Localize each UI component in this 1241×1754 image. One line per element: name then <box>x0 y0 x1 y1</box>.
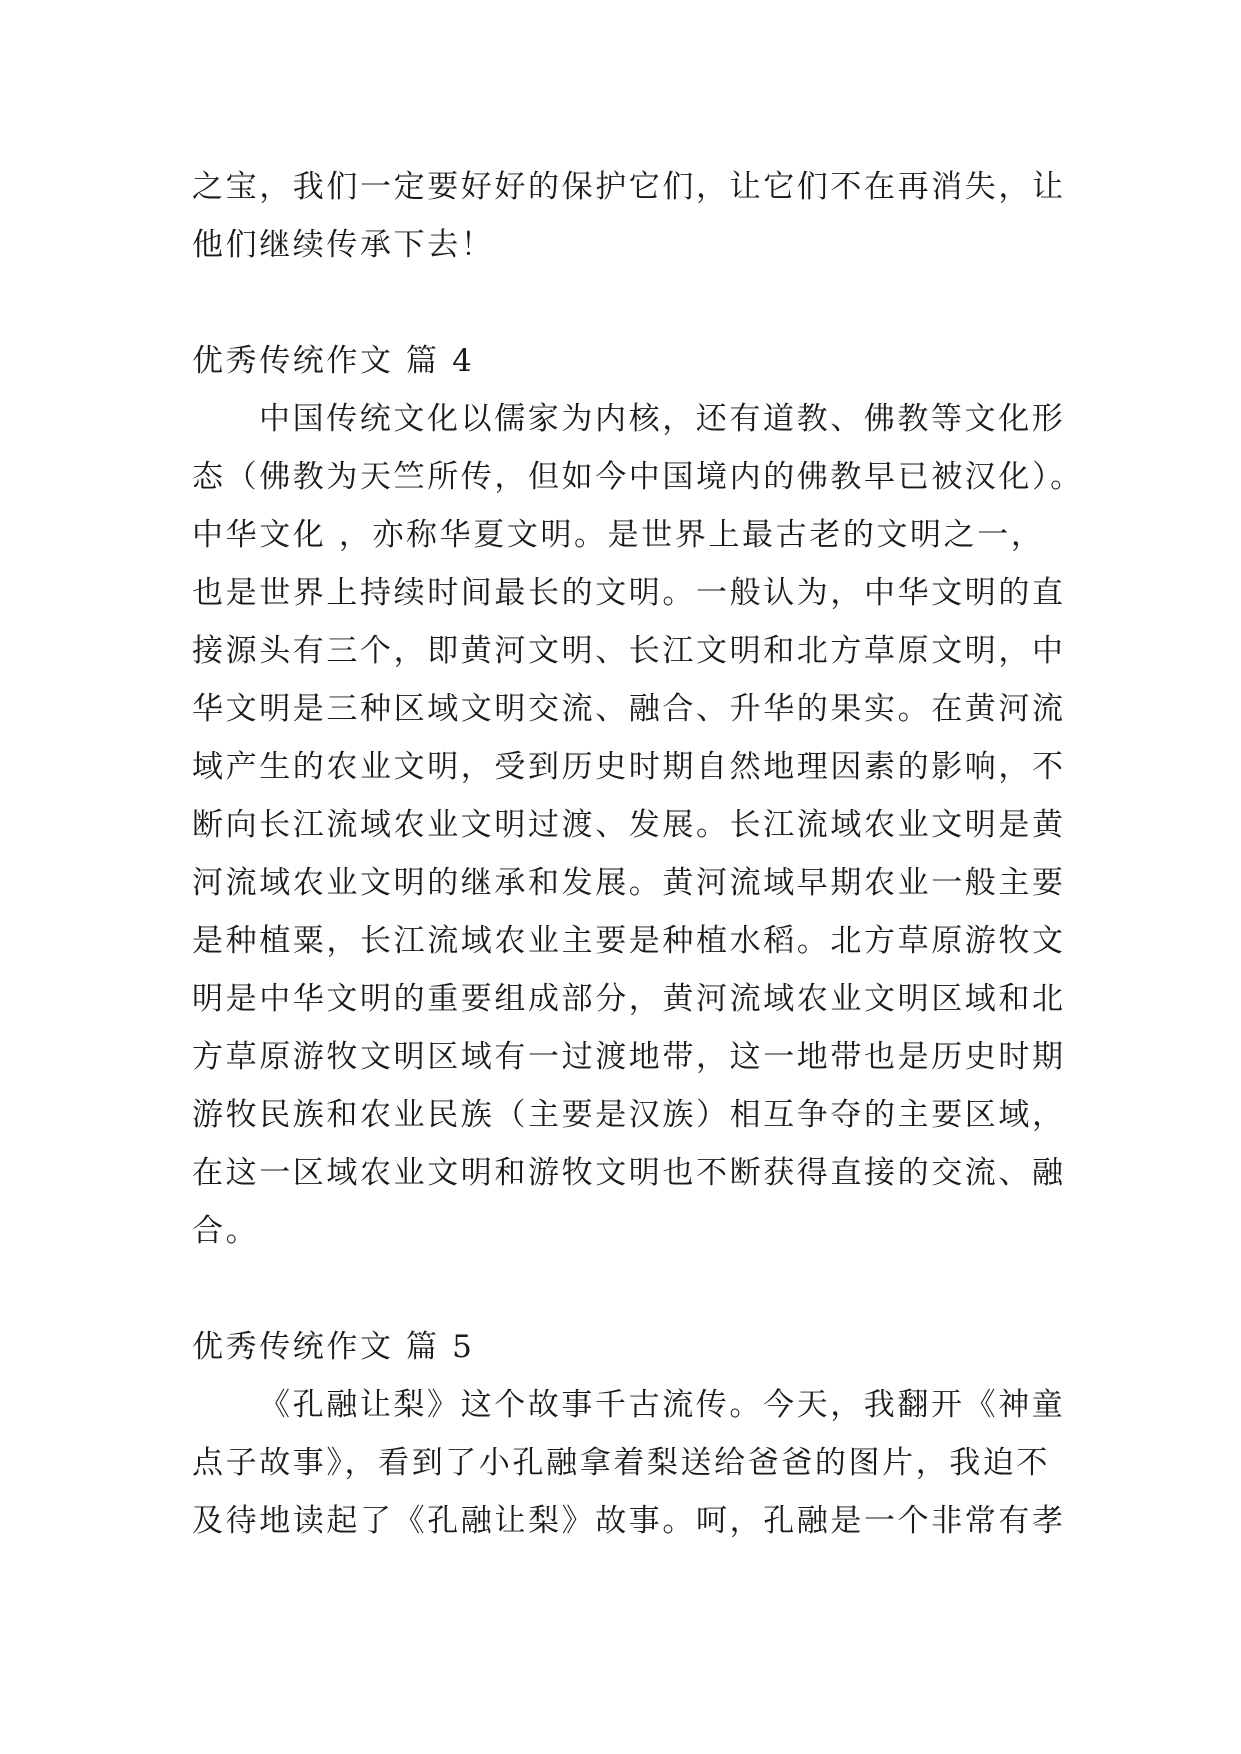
paragraph-line: 《孔融让梨》这个故事千古流传。今天，我翻开《神童 <box>259 1387 1066 1423</box>
paragraph-line: 域产生的农业文明，受到历史时期自然地理因素的影响，不 <box>192 749 1066 785</box>
paragraph-line: 态（佛教为天竺所传，但如今中国境内的佛教早已被汉化）。 <box>192 459 1084 495</box>
paragraph-line: 点子故事》，看到了小孔融拿着梨送给爸爸的图片，我迫不 <box>192 1445 1051 1481</box>
section-heading: 优秀传统作文 篇 5 <box>192 1329 475 1365</box>
paragraph-line: 明是中华文明的重要组成部分，黄河流域农业文明区域和北 <box>192 981 1066 1017</box>
paragraph-line: 合。 <box>192 1213 260 1249</box>
paragraph-line: 接源头有三个，即黄河文明、长江文明和北方草原文明，中 <box>192 633 1066 669</box>
section-4 <box>192 332 1084 1260</box>
paragraph-line: 是种植粟，长江流域农业主要是种植水稻。北方草原游牧文 <box>192 923 1066 959</box>
section-spacer <box>192 1260 1052 1318</box>
paragraph-line: 他们继续传承下去！ <box>192 227 495 263</box>
paragraph-line: 华文明是三种区域文明交流、融合、升华的果实。在黄河流 <box>192 691 1066 727</box>
section-heading: 优秀传统作文 篇 4 <box>192 343 475 379</box>
paragraph-line: 在这一区域农业文明和游牧文明也不断获得直接的交流、融 <box>192 1155 1066 1191</box>
paragraph-line: 游牧民族和农业民族（主要是汉族）相互争夺的主要区域， <box>192 1097 1066 1133</box>
paragraph-line: 及待地读起了《孔融让梨》故事。呵，孔融是一个非常有孝 <box>192 1503 1066 1539</box>
continuation-paragraph <box>192 158 1066 274</box>
document-page <box>192 158 1084 1550</box>
paragraph-line: 之宝，我们一定要好好的保护它们，让它们不在再消失，让 <box>192 169 1066 205</box>
section-5 <box>192 1318 1066 1550</box>
paragraph-line: 也是世界上持续时间最长的文明。一般认为，中华文明的直 <box>192 575 1066 611</box>
paragraph-line: 中华文化 ，亦称华夏文明。是世界上最古老的文明之一， <box>192 517 1045 553</box>
paragraph-line: 中国传统文化以儒家为内核，还有道教、佛教等文化形 <box>259 401 1066 437</box>
paragraph-line: 断向长江流域农业文明过渡、发展。长江流域农业文明是黄 <box>192 807 1066 843</box>
paragraph-line: 河流域农业文明的继承和发展。黄河流域早期农业一般主要 <box>192 865 1066 901</box>
paragraph-line: 方草原游牧文明区域有一过渡地带，这一地带也是历史时期 <box>192 1039 1066 1075</box>
section-spacer <box>192 274 1052 332</box>
